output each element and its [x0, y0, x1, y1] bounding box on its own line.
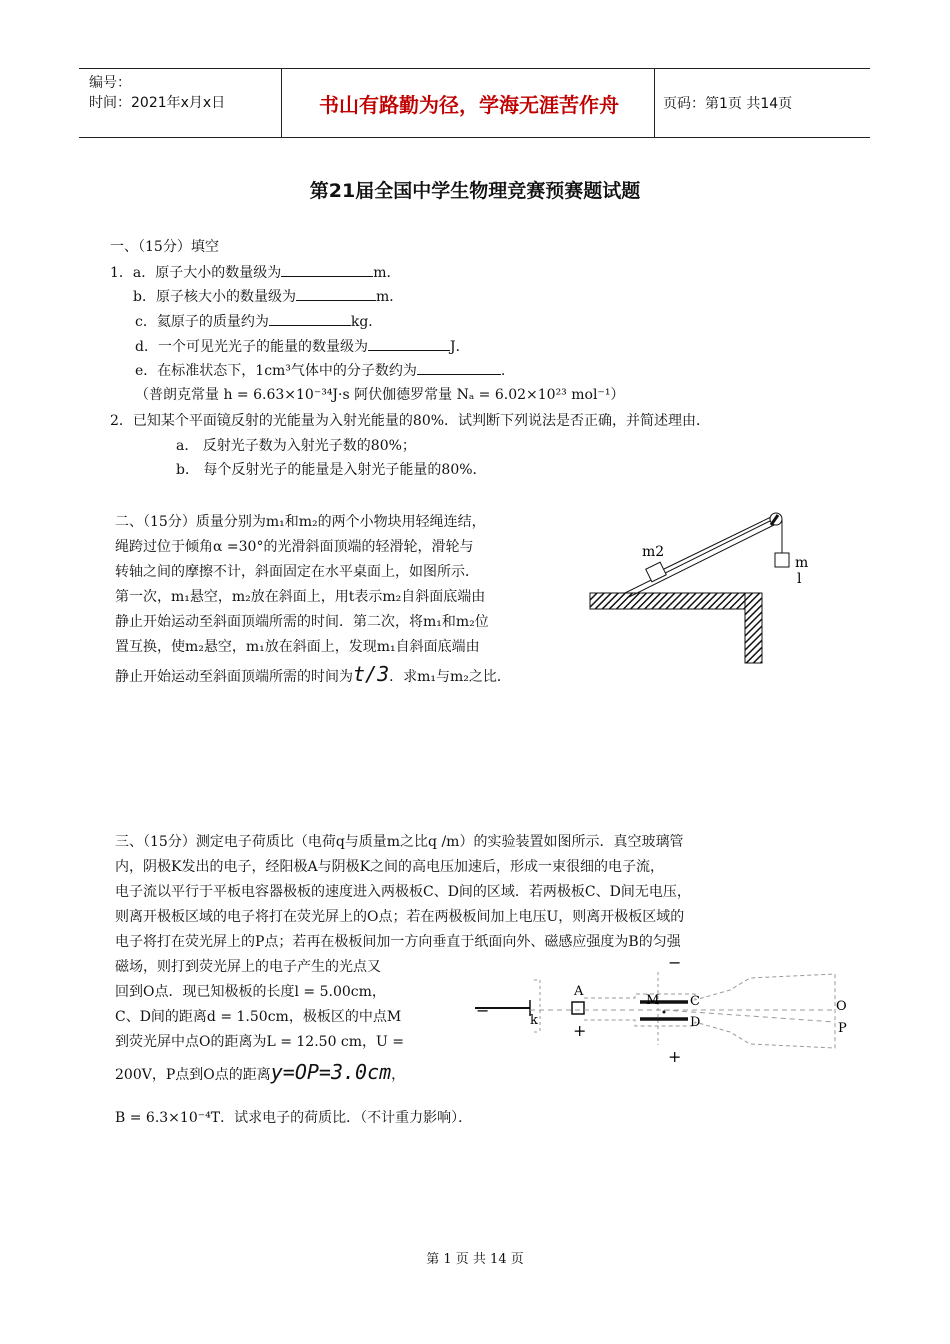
header-left — [89, 73, 225, 113]
q3-line-6: 磁场，则打到荧光屏上的电子产生的光点又 — [115, 959, 381, 975]
q1-item-d — [135, 336, 470, 357]
q1-c-unit: kg． — [350, 314, 383, 330]
q1-e-blank[interactable] — [417, 360, 501, 375]
q1-a-blank[interactable] — [281, 262, 373, 277]
page-footer: 第 1 页 共 14 页 — [426, 1252, 524, 1267]
incline-underside — [629, 523, 778, 597]
q1-item-a — [110, 262, 401, 283]
block-m1 — [775, 553, 789, 567]
label-minus-c: − — [668, 953, 682, 972]
block-m2 — [646, 562, 667, 582]
q2-formula: t/3 — [353, 662, 390, 686]
label-c: C — [690, 994, 700, 1009]
electron-tube-figure — [470, 950, 860, 1070]
label-minus-k: − — [476, 1001, 490, 1020]
q1-b-unit: m． — [375, 289, 404, 305]
q1-question2-a: a． 反射光子数为入射光子数的80%； — [176, 438, 416, 454]
q1-d-text: d．一个可见光光子的能量的数量级为 — [135, 339, 368, 355]
q1-item-c — [135, 311, 382, 332]
q1-question2-b: b． 每个反射光子的能量是入射光子能量的80%． — [176, 462, 487, 478]
header-motto: 书山有路勤为径，学海无涯苦作舟 — [319, 92, 619, 117]
q1-a-unit: m． — [373, 265, 401, 281]
q1-e-end: . — [500, 363, 506, 379]
midpoint-m-dot — [663, 1011, 666, 1014]
q3-line-9: 到荧光屏中点O的距离为L = 12.50 cm，U = — [115, 1034, 405, 1050]
q1-heading: 一、（15分）填空 — [110, 239, 219, 255]
q3-line-10 — [115, 1062, 405, 1085]
header-table — [79, 68, 870, 138]
q3-line-5: 电子将打在荧光屏上的P点；若再在极板间加一方向垂直于纸面向外、磁感应强度为B的匀强 — [115, 934, 681, 950]
q1-d-unit: J． — [449, 339, 470, 355]
q3-line-3: 电子流以平行于平板电容器极板的速度进入两极板C、D间的区域．若两极板C、D间无电压， — [115, 884, 691, 900]
rope-incline — [664, 517, 771, 569]
incline-pulley-figure — [585, 505, 825, 670]
label-plus-d: + — [668, 1047, 682, 1066]
anode-ring — [572, 1002, 584, 1014]
q2-line-5: 静止开始运动至斜面顶端所需的时间．第二次，将m₁和m₂位 — [115, 614, 489, 630]
label-m2: m2 — [642, 544, 665, 560]
label-m1-l: l — [797, 571, 802, 587]
label-m1-m: m — [795, 555, 809, 571]
q1-question2: 2．已知某个平面镜反射的光能量为入射光能量的80%．试判断下列说法是否正确，并简述理由． — [110, 413, 711, 429]
header-number-label: 编号： — [89, 75, 131, 91]
q1-c-blank[interactable] — [269, 311, 351, 326]
label-m: M — [646, 993, 660, 1008]
label-plus-a: + — [573, 1021, 587, 1040]
header-page-info: 页码：第1页 共14页 — [663, 96, 793, 112]
q1-item-b — [133, 286, 403, 307]
label-a: A — [574, 984, 584, 999]
q2-line-7-text: 静止开始运动至斜面顶端所需的时间为 — [115, 669, 353, 685]
q3-line-1: 三、（15分）测定电子荷质比（电荷q与质量m之比q /m）的实验装置如图所示．真空玻璃管 — [115, 834, 684, 850]
table-leg — [745, 593, 762, 663]
q1-constants: （普朗克常量 h = 6.63×10⁻³⁴J·s 阿伏伽德罗常量 Nₐ = 6.02×10²³ mol⁻¹） — [135, 387, 625, 403]
q2-line-2: 绳跨过位于倾角α =30°的光滑斜面顶端的轻滑轮，滑轮与 — [115, 539, 474, 555]
q2-line-7-end: ．求m₁与m₂之比． — [389, 669, 511, 685]
q1-c-text: c．氦原子的质量约为 — [135, 314, 269, 330]
q3-line-10-end: ， — [391, 1067, 406, 1083]
q2-line-4: 第一次，m₁悬空，m₂放在斜面上，用t表示m₂自斜面底端由 — [115, 589, 486, 605]
header-date-label: 时间：2021年x月x日 — [89, 95, 226, 111]
table-top — [590, 593, 762, 609]
header-divider-left — [281, 69, 282, 137]
q1-b-text: b．原子核大小的数量级为 — [133, 289, 296, 305]
q2-line-1: 二、（15分）质量分别为m₁和m₂的两个小物块用轻绳连结， — [115, 514, 486, 530]
q1-item-e — [135, 360, 505, 381]
q2-line-3: 转轴之间的摩擦不计，斜面固定在水平桌面上，如图所示． — [115, 564, 479, 580]
label-k: k — [530, 1013, 538, 1028]
q1-d-blank[interactable] — [368, 336, 450, 351]
q3-line-8: C、D间的距离d = 1.50cm，极板区的中点M — [115, 1009, 402, 1025]
label-d: D — [690, 1015, 701, 1030]
q1-b-blank[interactable] — [296, 286, 376, 301]
label-o: O — [836, 999, 847, 1014]
q1-a-text: 1．a．原子大小的数量级为 — [110, 265, 282, 281]
page-title: 第21届全国中学生物理竞赛预赛题试题 — [309, 180, 641, 202]
q3-line-11: B = 6.3×10⁻⁴T．试求电子的荷质比．（不计重力影响）． — [115, 1110, 473, 1126]
q2-line-6: 置互换，使m₂悬空，m₁放在斜面上，发现m₁自斜面底端由 — [115, 639, 480, 655]
q3-formula: y=OP=3.0cm — [270, 1060, 392, 1084]
q3-line-10-text: 200V，P点到O点的距离 — [115, 1067, 271, 1083]
q3-line-7: 回到O点．现已知极板的长度l = 5.00cm， — [115, 984, 386, 1000]
label-p: P — [838, 1021, 847, 1036]
q3-line-2: 内，阴极K发出的电子，经阳极A与阴极K之间的高电压加速后，形成一束很细的电子流， — [115, 859, 665, 875]
header-divider-right — [654, 69, 655, 137]
q3-line-4: 则离开极板区域的电子将打在荧光屏上的O点；若在两极板间加上电压U，则离开极板区域的 — [115, 909, 685, 925]
q2-line-7 — [115, 664, 511, 687]
q1-e-text: e．在标准状态下，1cm³气体中的分子数约为 — [135, 363, 417, 379]
glass-tube-outline — [584, 974, 835, 1048]
